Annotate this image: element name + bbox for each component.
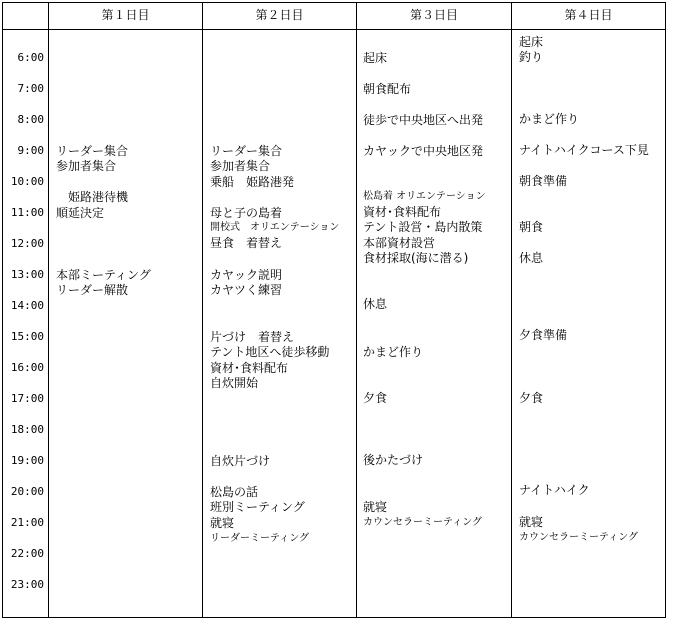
day2-event: 自炊開始 (210, 376, 259, 390)
day3-event: テント設営・島内散策 (363, 220, 483, 234)
day4-event: カウンセラーミーティング (519, 532, 638, 543)
header-day3: 第３日目 (409, 8, 458, 22)
time-label: 18:00 (10, 423, 44, 436)
day2-event: 班別ミーティング (210, 500, 305, 514)
time-label: 22:00 (10, 547, 44, 560)
day2-event: 開校式 オリエンテーション (210, 222, 340, 233)
day3-event: 休息 (363, 297, 388, 311)
day3-event: カヤックで中央地区発 (363, 144, 484, 158)
time-label: 12:00 (10, 237, 44, 250)
day1-event: 姫路港待機 (68, 190, 129, 204)
day2-event: 昼食 着替え (210, 236, 283, 250)
table-top-border (2, 2, 665, 3)
day3-event: 松島着 オリエンテーション (363, 191, 486, 202)
day1-event: リーダー解散 (56, 283, 129, 297)
time-label: 13:00 (10, 268, 44, 281)
day2-event: リーダーミーティング (210, 533, 309, 544)
day2-event: カヤツく練習 (210, 283, 283, 297)
day4-event: 夕食準備 (519, 328, 568, 342)
header-day1: 第１日目 (101, 8, 150, 22)
day2-event: カヤック説明 (210, 268, 283, 282)
day4-event: 就寝 (519, 515, 544, 529)
day3-event: カウンセラーミーティング (363, 517, 482, 528)
day3-event: 後かたづけ (363, 453, 424, 467)
day2-event: 片づけ 着替え (210, 330, 295, 344)
day3-event: 朝食配布 (363, 82, 412, 96)
day4-event: ナイトハイクコース下見 (519, 143, 649, 157)
day4-event: 釣り (519, 50, 544, 64)
day3-event: 就寝 (363, 500, 388, 514)
day3-event: 食材採取(海に潜る) (363, 251, 469, 265)
time-label: 10:00 (10, 175, 44, 188)
day3-event: 資材･食料配布 (363, 205, 442, 219)
day2-event: 松島の話 (210, 485, 259, 499)
day2-event: 就寝 (210, 516, 235, 530)
day3-event: 起床 (363, 51, 388, 65)
col-divider-2 (202, 2, 203, 618)
header-bottom-border (2, 29, 665, 30)
day2-event: 母と子の島着 (210, 206, 283, 220)
day1-event: 順延決定 (56, 206, 105, 220)
day4-event: かまど作り (519, 112, 580, 126)
col-divider-4 (511, 2, 512, 618)
day3-event: 徒歩で中央地区へ出発 (363, 113, 484, 127)
time-label: 11:00 (10, 206, 44, 219)
day2-event: 乗船 姫路港発 (210, 175, 295, 189)
day4-event: 休息 (519, 251, 544, 265)
time-label: 16:00 (10, 361, 44, 374)
col-divider-3 (356, 2, 357, 618)
col-divider-1 (48, 2, 49, 618)
time-label: 17:00 (10, 392, 44, 405)
day4-event: ナイトハイク (519, 483, 590, 497)
day4-event: 朝食準備 (519, 174, 568, 188)
time-label: 14:00 (10, 299, 44, 312)
day2-event: 自炊片づけ (210, 454, 271, 468)
time-label: 9:00 (17, 144, 44, 157)
time-label: 8:00 (17, 113, 44, 126)
header-day2: 第２日目 (255, 8, 304, 22)
day1-event: リーダー集合 (56, 144, 129, 158)
table-bottom-border (2, 617, 665, 618)
header-day4: 第４日目 (564, 8, 613, 22)
day2-event: 資材･食料配布 (210, 361, 289, 375)
day3-event: 本部資材設営 (363, 236, 436, 250)
time-label: 15:00 (10, 330, 44, 343)
time-label: 6:00 (17, 51, 44, 64)
day4-event: 起床 (519, 35, 544, 49)
day1-event: 本部ミーティング (56, 268, 151, 282)
day3-event: 夕食 (363, 391, 388, 405)
time-label: 7:00 (17, 82, 44, 95)
day4-event: 夕食 (519, 391, 544, 405)
day2-event: テント地区へ徒歩移動 (210, 345, 330, 359)
day3-event: かまど作り (363, 345, 424, 359)
time-label: 21:00 (10, 516, 44, 529)
day2-event: 参加者集合 (210, 159, 271, 173)
day4-event: 朝食 (519, 220, 544, 234)
day1-event: 参加者集合 (56, 159, 117, 173)
time-label: 23:00 (10, 578, 44, 591)
table-right-border (665, 2, 666, 618)
time-label: 19:00 (10, 454, 44, 467)
time-label: 20:00 (10, 485, 44, 498)
day2-event: リーダー集合 (210, 144, 283, 158)
